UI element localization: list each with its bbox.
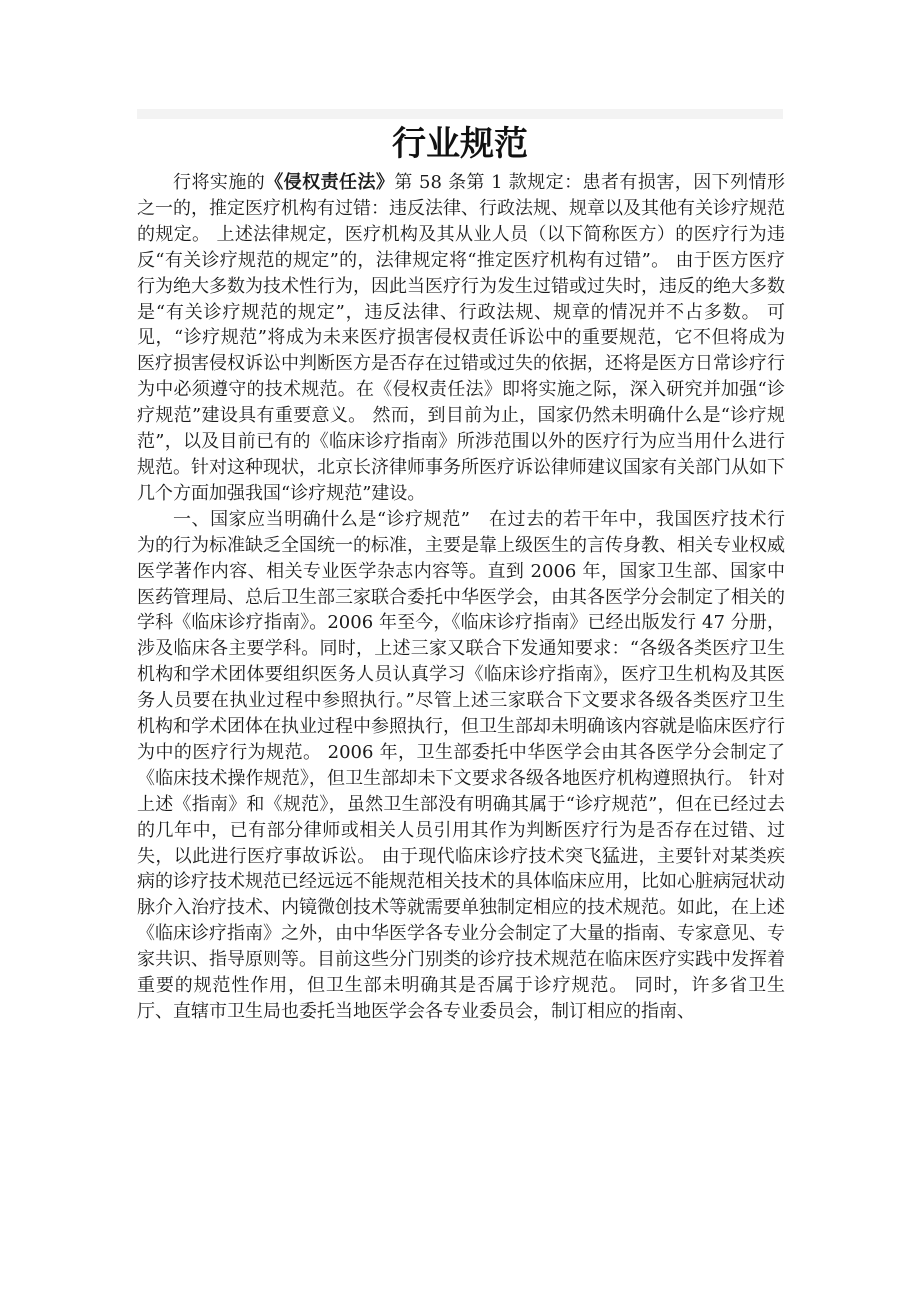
paragraph-1-lead: 行将实施的 — [173, 172, 266, 193]
document-title: 行业规范 — [392, 124, 528, 164]
law-title-emphasis: 《侵权责任法》 — [265, 172, 395, 193]
document-body — [137, 170, 785, 1025]
paragraph-1-text: 第 58 条第 1 款规定：患者有损害，因下列情形之一的，推定医疗机构有过错：违反法律、行政法规、规章以及其他有关诊疗规范的规定。 上述法律规定，医疗机构及其从业人员（以下简称医方）的医疗行为违反“有关诊疗规范的规定”的，法律规定将“推定医疗机构有过错”。 由于医方医疗行为绝大多数为技术性行为，因此当医疗行为发生过错或过失时，违反的绝大多数是“有关诊疗规范的规定”，违反法律、行政法规、规章的情况并不占多数。 可见，“诊疗规范”将成为未来医疗损害侵权责任诉讼中的重要规范，它不但将成为医疗损害侵权诉讼中判断医方是否存在过错或过失的依据，还将是医方日常诊疗行为中必须遵守的技术规范。在《侵权责任法》即将实施之际，深入研究并加强“诊疗规范”建设具有重要意义。 然而，到目前为止，国家仍然未明确什么是“诊疗规范”，以及目前已有的《临床诊疗指南》所涉范围以外的医疗行为应当用什么进行规范。针对这种现状，北京长济律师事务所医疗诉讼律师建议国家有关部门从如下几个方面加强我国“诊疗规范”建设。 — [137, 172, 786, 504]
paragraph-2: 一、国家应当明确什么是“诊疗规范” 在过去的若干年中，我国医疗技术行为的行为标准缺乏全国统一的标准，主要是靠上级医生的言传身教、相关专业权威医学著作内容、相关专业医学杂志内容等。直到 2006 年，国家卫生部、国家中医药管理局、总后卫生部三家联合委托中华医学会，由其各医学分会制定了相关的学科《临床诊疗指南》。2006 年至今，《临床诊疗指南》已经出版发行 47 分册，涉及临床各主要学科。同时，上述三家又联合下发通知要求：“各级各类医疗卫生机构和学术团体要组织医务人员认真学习《临床诊疗指南》，医疗卫生机构及其医务人员要在执业过程中参照执行。”尽管上述三家联合下文要求各级各类医疗卫生机构和学术团体在执业过程中参照执行，但卫生部却未明确该内容就是临床医疗行为中的医疗行为规范。 2006 年，卫生部委托中华医学会由其各医学分会制定了《临床技术操作规范》，但卫生部却未下文要求各级各地医疗机构遵照执行。 针对上述《指南》和《规范》，虽然卫生部没有明确其属于“诊疗规范”，但在已经过去的几年中，已有部分律师或相关人员引用其作为判断医疗行为是否存在过错、过失，以此进行医疗事故诉讼。 由于现代临床诊疗技术突飞猛进，主要针对某类疾病的诊疗技术规范已经远远不能规范相关技术的具体临床应用，比如心脏病冠状动脉介入治疗技术、内镜微创技术等就需要单独制定相应的技术规范。如此，在上述《临床诊疗指南》之外，由中华医学各专业分会制定了大量的指南、专家意见、专家共识、指导原则等。目前这些分门别类的诊疗技术规范在临床医疗实践中发挥着重要的规范性作用，但卫生部未明确其是否属于诊疗规范。 同时，许多省卫生厅、直辖市卫生局也委托当地医学会各专业委员会，制订相应的指南、 — [137, 508, 785, 1022]
header-rule — [137, 109, 783, 119]
paragraph-1 — [137, 170, 785, 507]
